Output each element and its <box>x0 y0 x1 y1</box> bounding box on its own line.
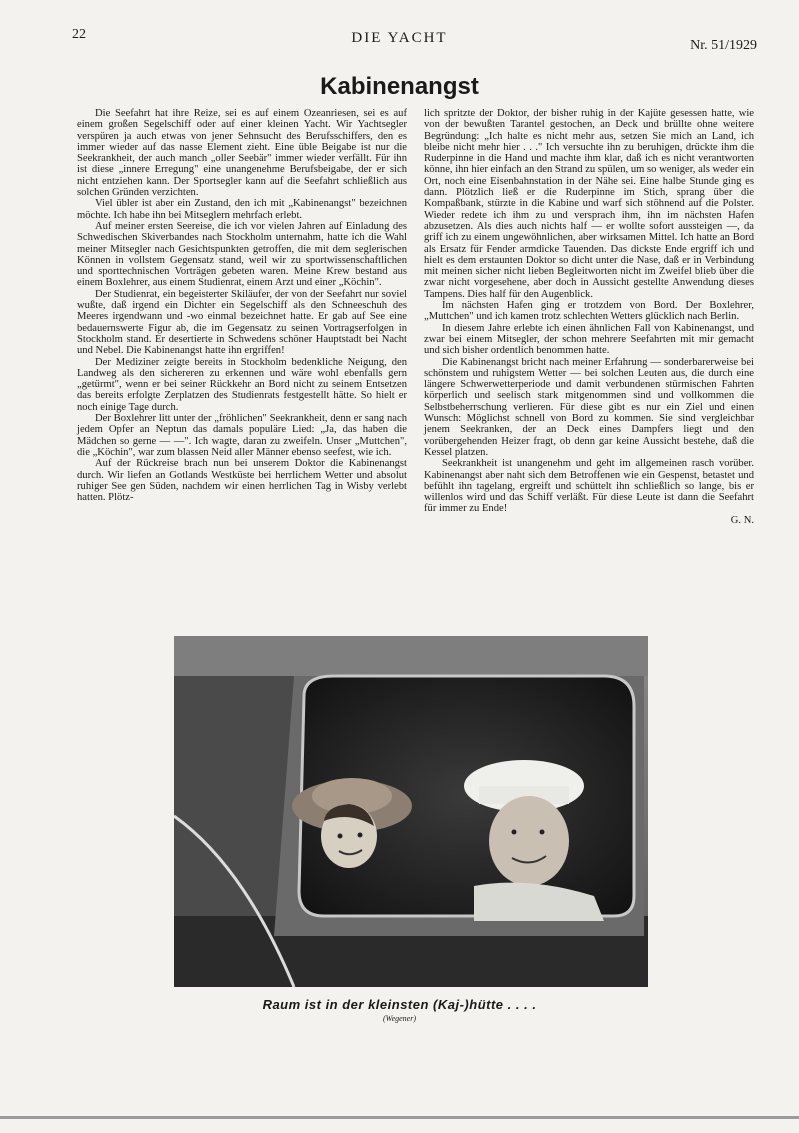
left-column <box>77 108 407 503</box>
photo-caption: Raum ist in der kleinsten (Kaj-)hütte . . . . <box>262 997 537 1012</box>
paragraph: Auf der Rückreise brach nun bei unserem Doktor die Kabinenangst durch. Wir liefen an Gotlands Westküste bei herrlichem Wetter und absolut ruhiger See gen Süden, nachdem wir einen herrlichen Tag in Wisby verlebt hatten. Plötz- <box>77 458 407 504</box>
paragraph: In diesem Jahre erlebte ich einen ähnlichen Fall von Kabinenangst, und zwar bei einem Mitsegler, der schon mehrere Seefahrten mit mir gemacht und sich bisher ordentlich benommen hatte. <box>424 322 754 357</box>
paragraph: Die Seefahrt hat ihre Reize, sei es auf einem Ozeanriesen, sei es auf einem großen Segelschiff oder auf einer kleinen Yacht. Wir Yachtsegler verspüren ja auch etwas von jener Sehnsucht des Berufsschiffers, den es immer wieder auf das nasse Element zieht. Eine üble Beigabe ist nur die Seekrankheit, der auch manch „oller Seebär" immer wieder verfällt. Für ihn ist diese „innere Erregung" eine unangenehme Berufsbeigabe, der er sich nicht entziehen kann. Der Sportsegler kann auf die Seefahrt schließlich aus solchen Gründen verzichten. <box>77 108 407 199</box>
paragraph: Die Kabinenangst bricht nach meiner Erfahrung — sonderbarerweise bei schönstem und ruhigstem Wetter — bei solchen Leuten aus, die durch eine längere Schwerwetterperiode und damit verbundenen stürmischen Fahrten körperlich und seelisch stark mitgenommen sind und vollkommen die Selbstbeherrschung verlieren. Für diese gibt es nur ein Ziel und einen Wunsch: Möglichst schnell von Bord zu kommen. Sie sind vergleichbar jenem Seekranken, der an Deck eines Dampfers liegt und den vorübergehenden Heizer fragt, ob denn gar keine Aussicht bestehe, daß die Kessel platzen. <box>424 356 754 458</box>
photo-credit: (Wegener) <box>382 1014 417 1023</box>
article-title: Kabinenangst <box>320 73 479 100</box>
paragraph: Viel übler ist aber ein Zustand, den ich mit „Kabinenangst" bezeichnen möchte. Ich habe ihn bei Mitseglern mehrfach erlebt. <box>77 198 407 221</box>
author-signature: G. N. <box>730 514 754 526</box>
page-number: 22 <box>72 27 86 42</box>
issue-number: Nr. 51/1929 <box>690 38 757 53</box>
paragraph: Der Boxlehrer litt unter der „fröhlichen" Seekrankheit, denn er sang nach jedem Opfer an Neptun das damals populäre Lied: „Ja, das haben die Mädchen so gerne — —". Ich wagte, daran zu zweifeln. Unser „Muttchen", die „Köchin", war zum blassen Neid aller Männer ebenso seefest, wie ich. <box>77 413 407 458</box>
photo <box>174 636 648 987</box>
paragraph: Seekrankheit ist unangenehm und geht im allgemeinen rasch vorüber. Kabinenangst aber naht sich dem Betroffenen wie ein Gespenst, betastet und befühlt ihn tagelang, ergreift und schüttelt ihn schließlich so lange, bis er willenlos wird und das Schiff verläßt. Für diese Leute ist dann die Seefahrt für immer zu Ende! <box>424 458 754 515</box>
paragraph: lich spritzte der Doktor, der bisher ruhig in der Kajüte gesessen hatte, wie von der bewußten Tarantel gestochen, an Deck und brüllte ohne weitere Begründung: „Ich halte es nicht mehr aus, setzen Sie mich an Land, ich bleibe nicht mehr hier . . ." Ich versuchte ihn zu beruhigen, drückte ihm die Ruderpinne in die Hand und machte ihm klar, daß ich es nicht verantworten könne, ihn hier einfach an den Strand zu spülen, um so weniger, als weder ein Ort, noch eine Eisenbahnstation in der Nähe sei. Eine halbe Stunde ging es dann. Plötzlich ließ er die Ruderpinne im Stich, sprang über die Kompaßbank, stürzte in die Kabine und warf sich stöhnend auf die Polster. Wieder redete ich ihm zu und versprach ihm, ihn im nächsten Hafen abzusetzen. Als dies auch nichts half — er wollte sofort aussteigen —, da griff ich zu einem ungewöhnlichen, aber wirksamen Mittel. Ich hatte an Bord als Ersatz für Fender armdicke Tauenden. Das dickste Ende ergriff ich und hielt es dem erstaunten Doktor so dicht unter die Nase, daß er in Verbindung mit meinen sicher nicht lieben Begleitworten nicht im Zweifel blieb über die zwar nicht vorgesehene, aber doch in Aussicht gestellte Anwendung dieses Tampens. Dies half für den Augenblick. <box>424 108 754 300</box>
running-head: DIE YACHT <box>351 30 448 46</box>
page-bottom-edge <box>0 1116 799 1119</box>
paragraph: Auf meiner ersten Seereise, die ich vor vielen Jahren auf Einladung des Schwedischen Skiverbandes nach Stockholm unternahm, hatte ich die Wahl meiner Mitsegler nach Gesichtspunkten getroffen, die mit dem seglerischen Können in vollstem Gegensatz stand, weil wir zu sportwissenschaftlichen und sporttechnischen Vorträgen gebeten waren. Meine Krew bestand aus einem Boxlehrer, aus einem Studienrat, einem Arzt und einer „Köchin". <box>77 220 407 289</box>
paragraph: Der Mediziner zeigte bereits in Stockholm bedenkliche Neigung, den Landweg als den sichereren zu erkennen und wäre wohl ebenfalls gern „getürmt", wenn er bei seiner Rückkehr an Bord nicht zu seinem Entsetzen das bereits erfolgte Zerplatzen des Studienrats festgestellt hätte. So hielt er noch einige Tage durch. <box>77 356 407 413</box>
right-column <box>424 108 754 526</box>
paragraph: Der Studienrat, ein begeisterter Skiläufer, der von der Seefahrt nur soviel wußte, daß irgend ein Dichter ein Segelschiff als den Schneeschuh des Meeres irgendwann und -wo einmal bezeichnet hatte. Er gab auf See eine bedauernswerte Figur ab, die im Gegensatz zu seinen Vortragserfolgen in Stockholm stand. Er desertierte in Schwedens schöner Hauptstadt bei Nacht und Nebel. Die Kabinenangst hatte ihn ergriffen! <box>77 288 407 357</box>
paragraph: Im nächsten Hafen ging er trotzdem von Bord. Der Boxlehrer, „Muttchen" und ich kamen trotz schlechten Wetters glücklich nach Berlin. <box>424 300 754 323</box>
